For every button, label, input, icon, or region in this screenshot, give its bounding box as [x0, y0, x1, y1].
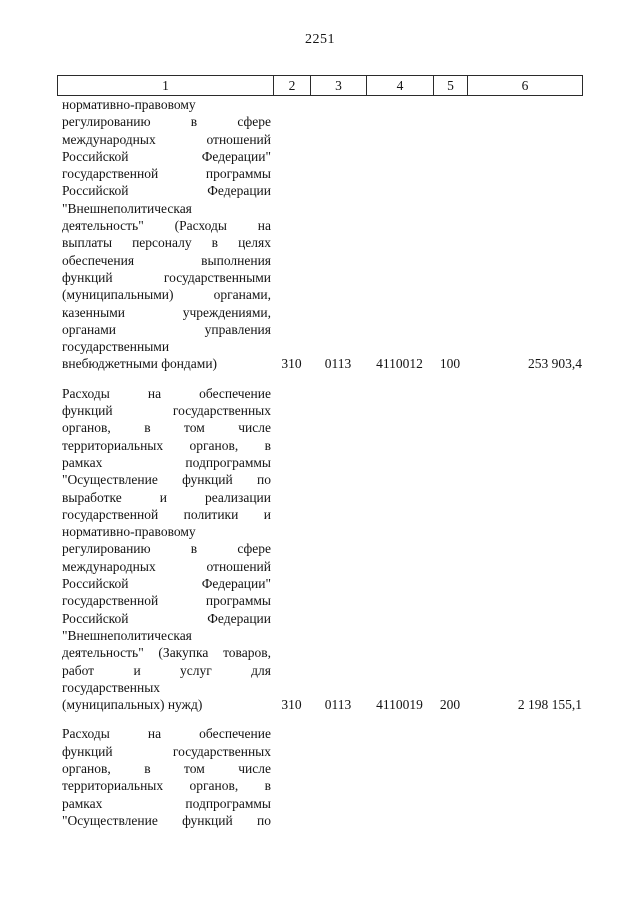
header-cell-3: 3 — [311, 76, 367, 95]
header-cell-4: 4 — [367, 76, 434, 95]
target-article-code-cell: 4110019 — [376, 697, 423, 713]
expense-type-code-cell: 100 — [439, 356, 461, 372]
header-cell-5: 5 — [434, 76, 468, 95]
ministry-code-cell: 310 — [281, 356, 302, 372]
header-cell-1: 1 — [58, 76, 274, 95]
expense-type-code-cell: 200 — [439, 697, 461, 713]
header-cell-6: 6 — [521, 77, 529, 93]
table-row — [57, 96, 583, 373]
expense-name-cell: Расходы на обеспечение функций государственных органов, в том числе территориальных органов, в рамках подпрограммы "Осуществление функций по — [62, 726, 271, 828]
section-code-cell: 0113 — [324, 697, 352, 713]
table-row — [57, 385, 583, 714]
table-header-row — [57, 75, 583, 96]
table-row — [57, 725, 583, 829]
target-article-code-cell: 4110012 — [376, 356, 423, 372]
header-cell-2: 2 — [274, 76, 311, 95]
ministry-code-cell: 310 — [281, 697, 302, 713]
budget-table — [57, 75, 583, 829]
page-number: 2251 — [305, 32, 335, 47]
amount-cell: 2 198 155,1 — [517, 697, 582, 713]
expense-name-cell: нормативно-правовому регулированию в сфере международных отношений Российской Федерации" государственной программы Российской Федерации "Внешнеполитическая деятельность" (Расходы на выплаты персоналу в целях обеспечения выполнения функций государственными (муниципальными) органами, казенными учреждениями, органами управления государственными внебюджетными фондами) — [62, 97, 271, 372]
expense-name-cell: Расходы на обеспечение функций государственных органов, в том числе территориальных органов, в рамках подпрограммы "Осуществление функций по выработке и реализации государственной политики и нормативно-правовому регулированию в сфере международных отношений Российской Федерации" государственной программы Российской Федерации "Внешнеполитическая деятельность" (Закупка товаров, работ и услуг для государственных (муниципальных) нужд) — [62, 385, 271, 713]
amount-cell: 253 903,4 — [528, 356, 582, 372]
section-code-cell: 0113 — [324, 356, 352, 372]
